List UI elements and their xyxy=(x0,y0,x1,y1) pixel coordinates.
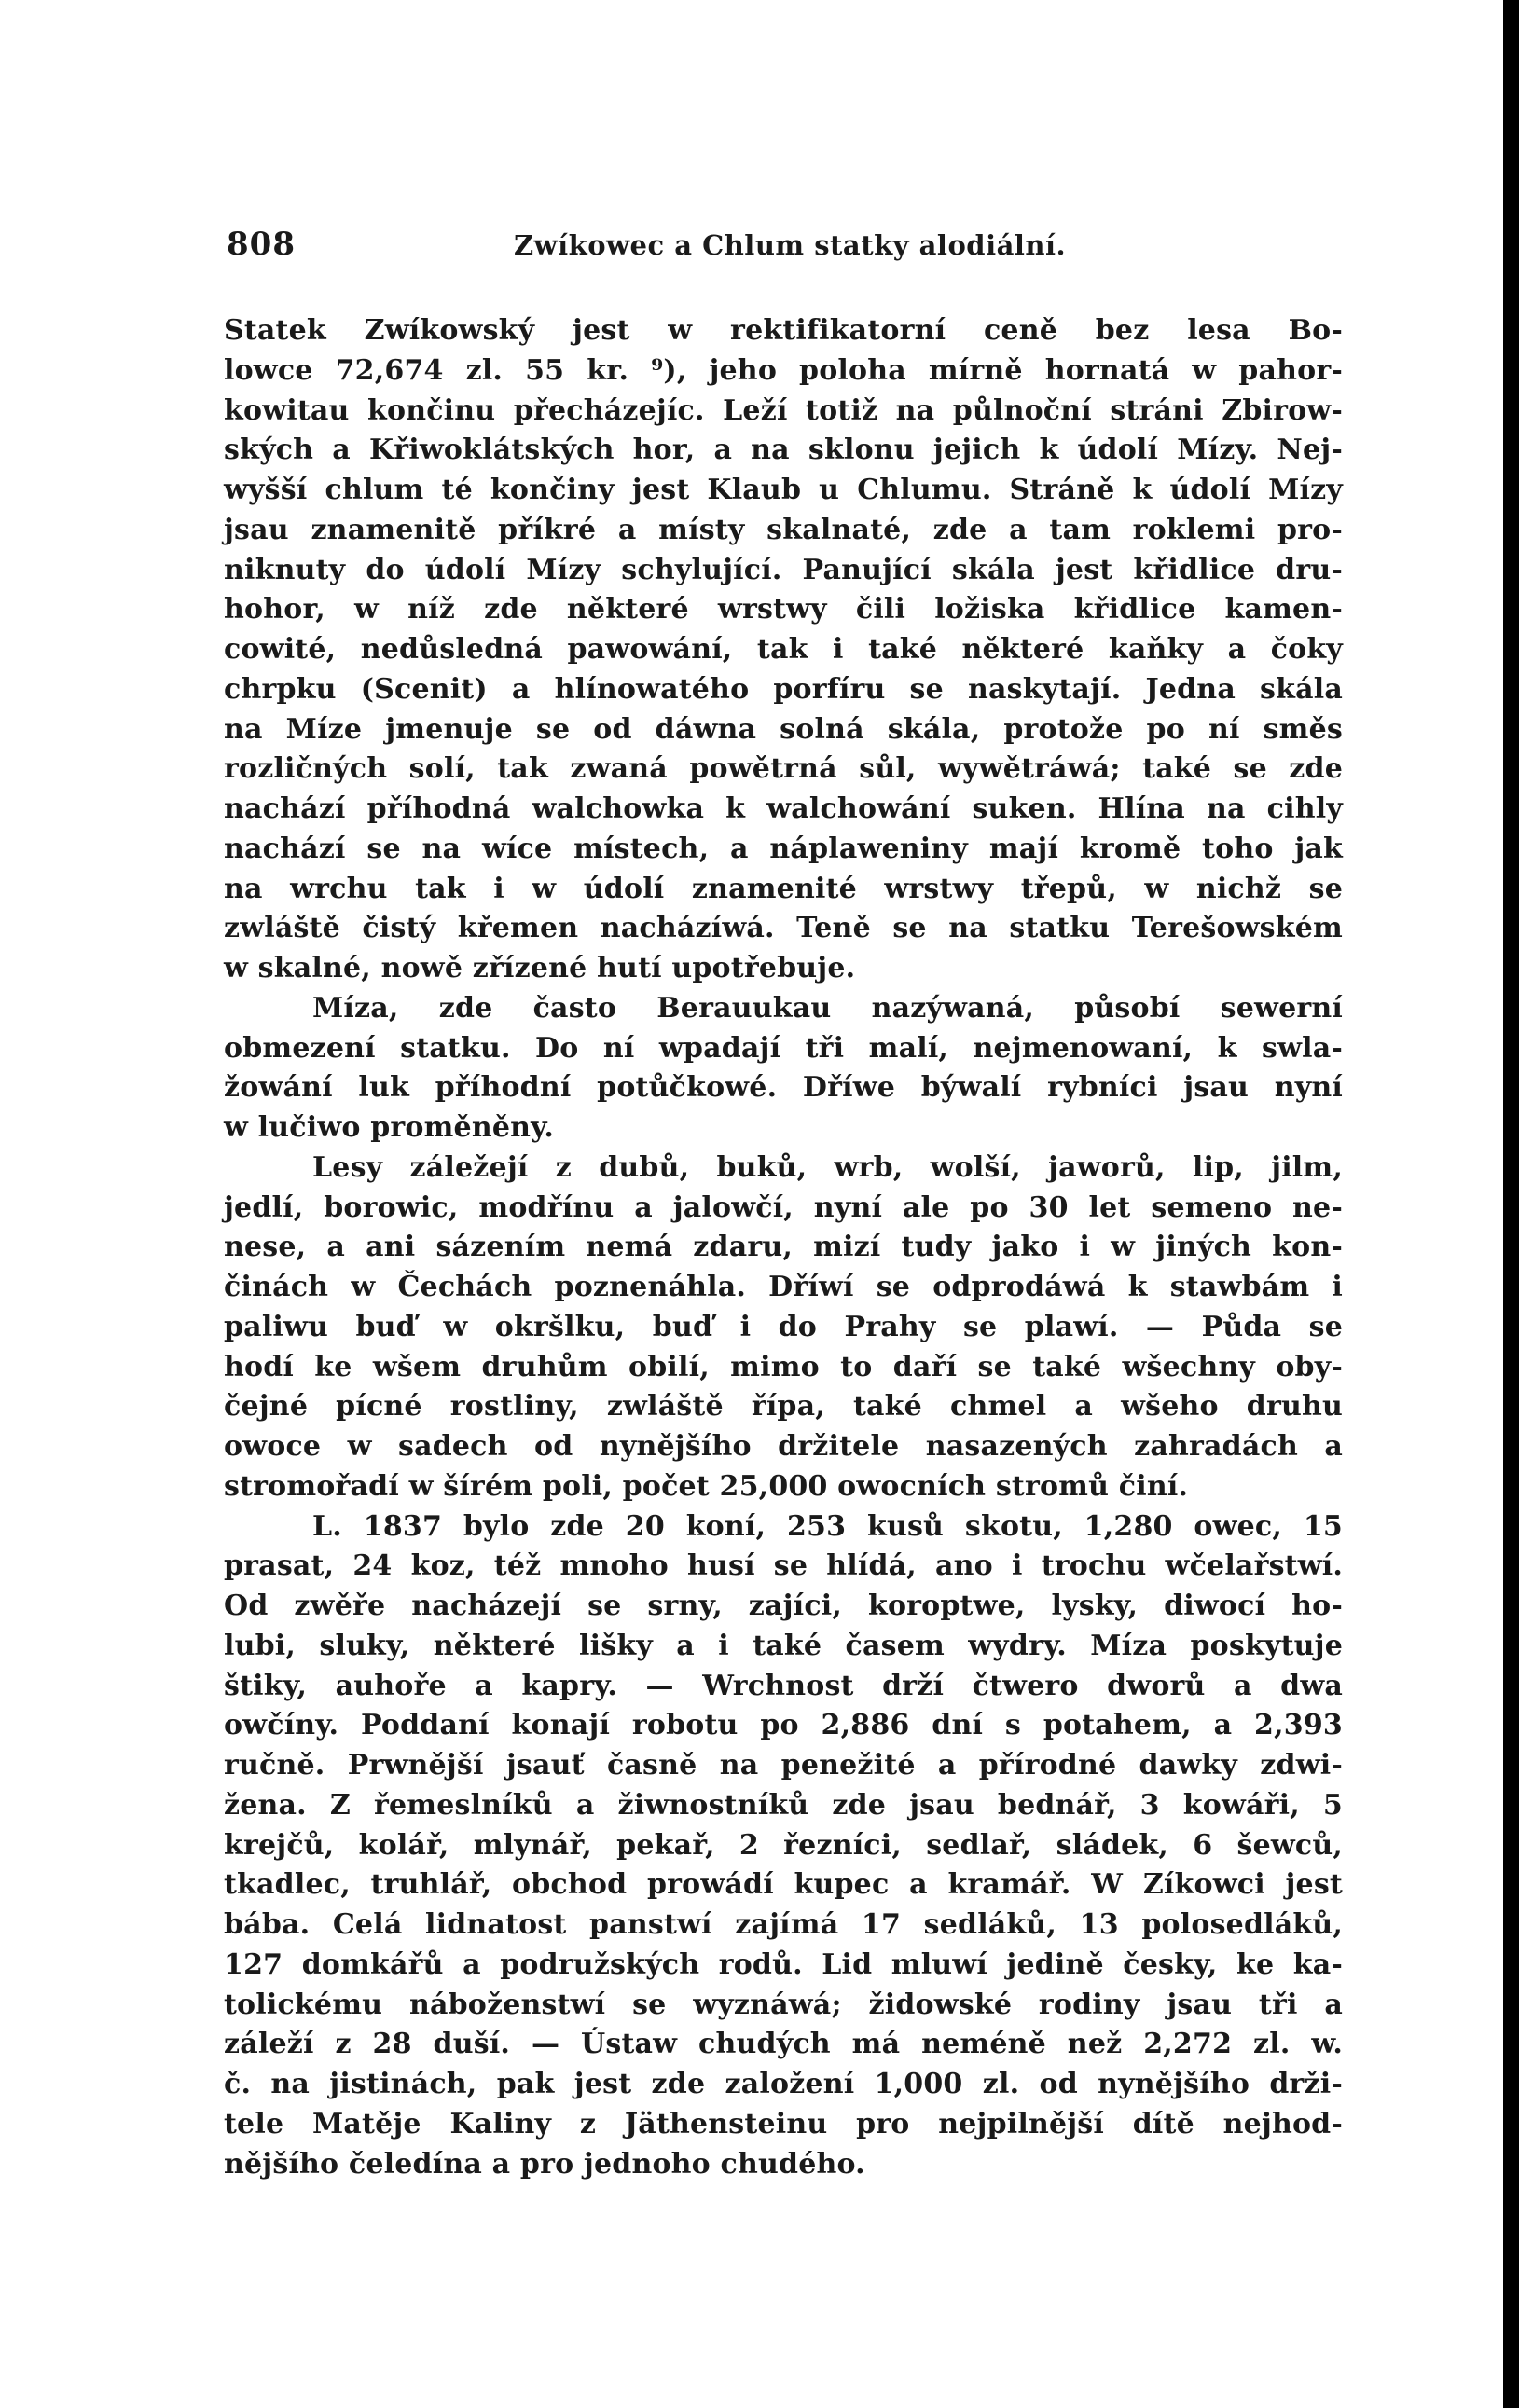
paragraph-start-line: L. 1837 bylo zde 20 koní, 253 kusů skotu, 1,280 owec, 15 xyxy=(312,1509,1343,1543)
text-line: nějšího čeledína a pro jednoho chudého. xyxy=(224,2147,865,2181)
text-line: niknuty do údolí Mízy schylující. Panující skála jest křidlice dru- xyxy=(224,553,1343,586)
text-line: štiky, auhoře a kapry. — Wrchnost drží čtwero dworů a dwa xyxy=(224,1669,1343,1702)
text-line: tolickému náboženstwí se wyznáwá; židowské rodiny jsau tři a xyxy=(224,1988,1343,2021)
text-line: čejné pícné rostliny, zwláště řípa, také chmel a wšeho druhu xyxy=(224,1390,1343,1424)
text-line: ských a Křiwoklátských hor, a na sklonu jejich k údolí Mízy. Nej- xyxy=(224,433,1343,467)
text-line: tele Matěje Kaliny z Jäthensteinu pro nejpilnější dítě nejhod- xyxy=(224,2107,1343,2140)
page-number: 808 xyxy=(227,226,296,263)
text-line: ručně. Prwnější jsauť časně na penežité a přírodné dawky zdwi- xyxy=(224,1749,1343,1782)
text-line: w skalné, nowě zřízené hutí upotřebuje. xyxy=(224,952,856,984)
text-line: zwláště čistý křemen nacházíwá. Teně se na statku Terešowském xyxy=(224,912,1343,945)
text-line: na wrchu tak i w údolí znamenité wrstwy třepů, w nichž se xyxy=(224,872,1343,905)
text-line: paliwu buď w okršlku, buď i do Prahy se plawí. — Půda se xyxy=(224,1310,1343,1343)
text-line: bába. Celá lidnatost panstwí zajímá 17 sedláků, 13 polosedláků, xyxy=(224,1908,1343,1941)
paragraph-start-line: Míza, zde často Berauukau nazýwaná, působí sewerní xyxy=(312,991,1343,1025)
text-line: hodí ke wšem druhům obilí, mimo to daří se také wšechny oby- xyxy=(224,1350,1343,1383)
text-line: krejčů, kolář, mlynář, pekař, 2 řezníci, sedlař, sládek, 6 šewců, xyxy=(224,1828,1343,1862)
text-line: nachází se na wíce místech, a náplaweniny mají kromě toho jak xyxy=(224,832,1343,865)
text-line: nachází příhodná walchowka k walchowání suken. Hlína na cihly xyxy=(224,792,1343,825)
text-line: žena. Z řemeslníků a žiwnostníků zde jsau bednář, 3 kowáři, 5 xyxy=(224,1788,1343,1822)
text-line: cowité, nedůsledná pawowání, tak i také některé kaňky a čoky xyxy=(224,633,1343,666)
text-line: činách w Čechách poznenáhla. Dříwí se odprodáwá k stawbám i xyxy=(224,1271,1343,1303)
text-line: hohor, w níž zde některé wrstwy čili ložiska křidlice kamen- xyxy=(224,593,1343,626)
text-line: jsau znamenitě příkré a místy skalnaté, zde a tam roklemi pro- xyxy=(224,513,1343,546)
running-title: Zwíkowec a Chlum statky alodiální. xyxy=(514,229,1067,261)
text-line: chrpku (Scenit) a hlínowatého porfíru se naskytají. Jedna skála xyxy=(224,672,1343,706)
text-line: 127 domkářů a podružských rodů. Lid mluwí jedině česky, ke ka- xyxy=(224,1947,1343,1981)
text-line: owoce w sadech od nynějšího držitele nasazených zahradách a xyxy=(224,1430,1343,1463)
text-line: na Míze jmenuje se od dáwna solná skála, protože po ní směs xyxy=(224,712,1343,746)
text-line: owčíny. Poddaní konají robotu po 2,886 dní s potahem, a 2,393 xyxy=(224,1709,1343,1742)
text-line: prasat, 24 koz, též mnoho husí se hlídá, ano i trochu wčelařstwí. xyxy=(224,1549,1343,1583)
text-line: lowce 72,674 zl. 55 kr. ⁹), jeho poloha mírně hornatá w pahor- xyxy=(224,353,1343,387)
text-line: lubi, sluky, některé lišky a i také časem wydry. Míza poskytuje xyxy=(224,1629,1343,1662)
text-line: w lučiwo proměněny. xyxy=(224,1111,554,1144)
scan-border-right xyxy=(1503,0,1519,2408)
body-text xyxy=(224,311,1343,2184)
text-line: rozličných solí, tak zwaná powětrná sůl, wywětráwá; také se zde xyxy=(224,752,1343,786)
text-line: kowitau končinu přecházejíc. Leží totiž na půlnoční stráni Zbirow- xyxy=(224,393,1343,427)
text-line: záleží z 28 duší. — Ústaw chudých má neméně než 2,272 zl. w. xyxy=(224,2028,1343,2061)
text-line: jedlí, borowic, modřínu a jalowčí, nyní ale po 30 let semeno ne- xyxy=(224,1190,1343,1224)
text-line: nese, a ani sázením nemá zdaru, mizí tudy jako i w jiných kon- xyxy=(224,1231,1343,1264)
text-line: obmezení statku. Do ní wpadají tři malí, nejmenowaní, k swla- xyxy=(224,1031,1343,1065)
paragraph-start-line: Lesy záležejí z dubů, buků, wrb, wolší, jaworů, lip, jilm, xyxy=(312,1150,1343,1184)
page-header xyxy=(227,226,1349,267)
text-line: tkadlec, truhlář, obchod prowádí kupec a kramář. W Zíkowci jest xyxy=(224,1868,1343,1902)
text-line: žowání luk příhodní potůčkowé. Dříwe býwalí rybníci jsau nyní xyxy=(224,1071,1343,1105)
text-line: č. na jistinách, pak jest zde založení 1,000 zl. od nynějšího drži- xyxy=(224,2068,1343,2100)
text-line: Statek Zwíkowský jest w rektifikatorní ceně bez lesa Bo- xyxy=(224,314,1343,347)
text-line: Od zwěře nacházejí se srny, zajíci, koroptwe, lysky, diwocí ho- xyxy=(224,1589,1343,1622)
text-line: stromořadí w šírém poli, počet 25,000 owocních stromů činí. xyxy=(224,1469,1189,1503)
text-line: wyšší chlum té končiny jest Klaub u Chlumu. Stráně k údolí Mízy xyxy=(224,474,1343,506)
